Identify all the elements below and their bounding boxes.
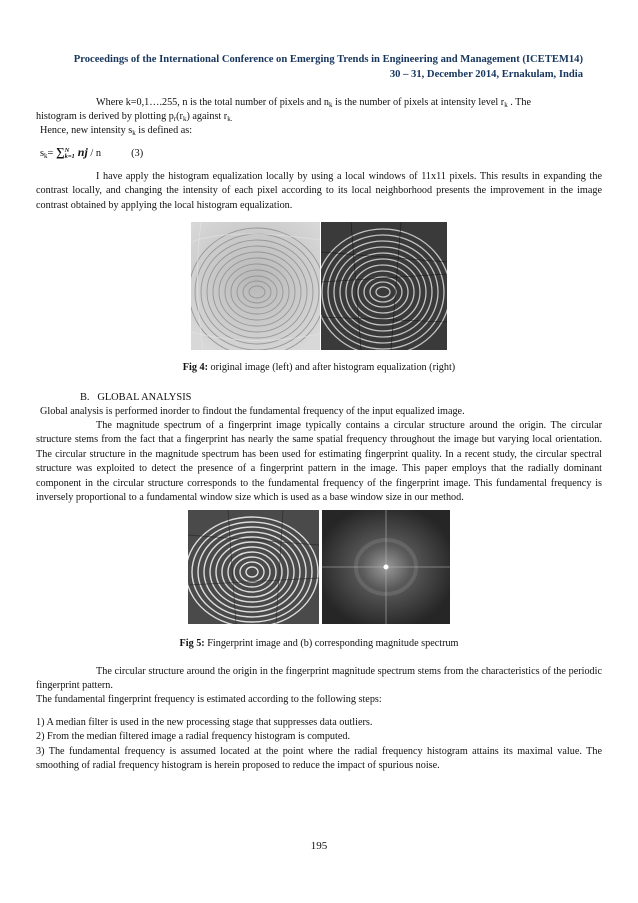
paragraph-circular-1: The circular structure around the origin in the fingerprint magnitude spectrum stems from the characteristics of the periodic fingerprint pattern. <box>36 666 602 692</box>
page-number: 195 <box>310 840 328 852</box>
header-line-2: 30 – 31, December 2014, Ernakulam, India <box>389 69 583 80</box>
paragraph-circular-2: The fundamental fingerprint frequency is estimated according to the following steps: <box>36 694 382 705</box>
list-item: 3) The fundamental frequency is assumed located at the point where the radial frequency histogram attains its maximal value. The smoothing of radial frequency histogram is herein proposed to reduce the impact of spurious noise. <box>36 745 602 772</box>
list-item: 1) A median filter is used in the new processing stage that suppresses data outliers. <box>36 717 373 728</box>
fig4-caption: Fig 4: original image (left) and after histogram equalization (right) <box>182 362 456 373</box>
paragraph-global-1: Global analysis is performed inorder to findout the fundamental frequency of the input equalized image. <box>40 406 465 417</box>
intro-line-2: histogram is derived by plotting $p_r(r_k)$ against $r_{k.}$ <box>36 111 233 123</box>
fingerprint-original-graphic <box>191 222 320 350</box>
list-item: 2) From the median filtered image a radial frequency histogram is computed. <box>36 731 351 743</box>
fingerprint-image-graphic <box>188 510 319 624</box>
fig5-caption: Fig 5: Fingerprint image and (b) corresponding magnitude spectrum <box>179 638 459 649</box>
paragraph-local-histogram: I have apply the histogram equalization locally by using a local windows of 11x11 pixels. This results in expanding the contrast locally, and changing the intensity of each pixel according to its local neighborhood presents the improvement in the image contrast obtained by applying the local histogram equalization. <box>36 171 602 211</box>
fig4-equalized-image <box>321 222 447 350</box>
intro-line-1: Where k=0,1….255, n is the total number of pixels and $n_k$ is the number of pixels at intensity level $r_k$ . The <box>96 97 531 109</box>
fig5-fingerprint-image <box>188 510 319 624</box>
equation-number: (3) <box>131 148 144 159</box>
paragraph-global-2: The magnitude spectrum of a fingerprint image typically contains a circular structure around the origin. The circular structure stems from the fact that a fingerprint has nearly the same spatial frequency throughout the image but varying local orientation. The circular structure in the magnitude spectrum has been used for estimating fingerprint quality. In a recent study, the circular spectral structure was exploited to detect the presence of a fingerprint pattern in the image. This paper employs that the radially dominant component in the circular structure corresponds to the fundamental frequency of the fingerprint image. This fundamental frequency is inversely proportional to a fundamental window size which is used as a base window size in our method. <box>36 420 602 504</box>
magnitude-spectrum-graphic <box>322 510 450 624</box>
header-line-1: Proceedings of the International Conference on Emerging Trends in Engineering and Management (ICETEM14) <box>73 54 583 65</box>
fig5-magnitude-spectrum <box>322 510 450 624</box>
equation-3: $s_k=$ ∑ N k=1 nj / n (3) <box>40 145 144 160</box>
steps-list <box>36 716 602 774</box>
fingerprint-equalized-graphic <box>321 222 447 350</box>
conference-header <box>74 52 583 82</box>
intro-line-3: Hence, new intensity $s_k$ is defined as: <box>40 125 193 137</box>
section-heading-b: B. GLOBAL ANALYSIS <box>80 392 192 403</box>
fig4-original-image <box>191 222 320 350</box>
